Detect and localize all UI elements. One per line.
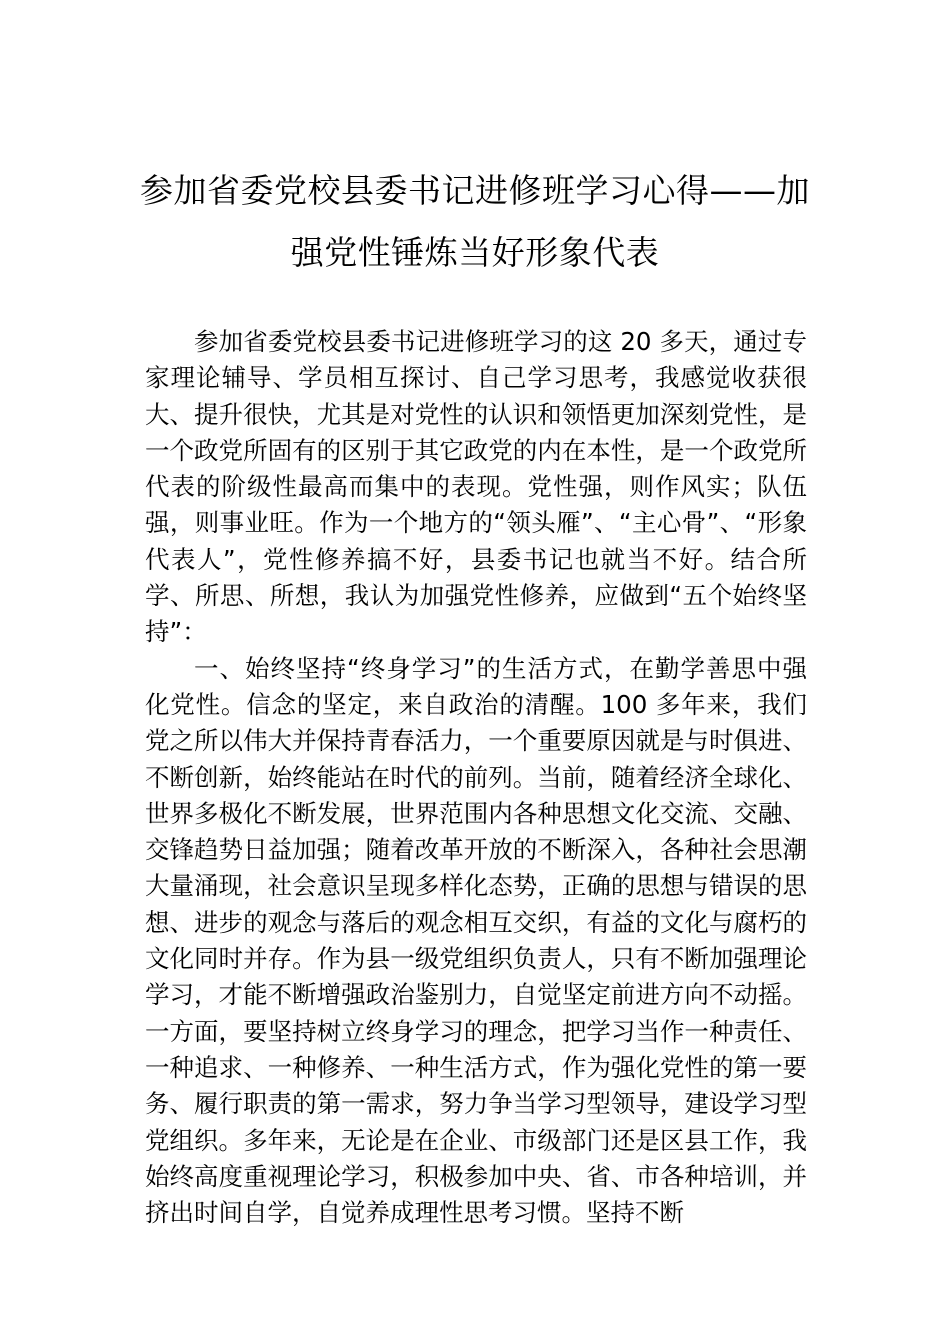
paragraph-section-1: 一、始终坚持“终身学习”的生活方式，在勤学善思中强化党性。信念的坚定，来自政治的清醒。100 多年来，我们党之所以伟大并保持青春活力，一个重要原因就是与时俱进、不断创新，始终能站在时代的前列。当前，随着经济全球化、世界多极化不断发展，世界范围内各种思想文化交流、交融、交锋趋势日益加强；随着改革开放的不断深入，各种社会思潮大量涌现，社会意识呈现多样化态势，正确的思想与错误的思想、进步的观念与落后的观念相互交织，有益的文化与腐朽的文化同时并存。作为县一级党组织负责人，只有不断加强理论学习，才能不断增强政治鉴别力，自觉坚定前进方向不动摇。一方面，要坚持树立终身学习的理念，把学习当作一种责任、一种追求、一种修养、一种生活方式，作为强化党性的第一要务、履行职责的第一需求，努力争当学习型领导，建设学习型党组织。多年来，无论是在企业、市级部门还是区县工作，我始终高度重视理论学习，积极参加中央、省、市各种培训，并挤出时间自学，自觉养成理性思考习惯。坚持不断	[145, 653, 807, 1228]
document-body	[145, 324, 807, 1231]
document-title: 参加省委党校县委书记进修班学习心得——加强党性锤炼当好形象代表	[140, 171, 810, 272]
paragraph-intro: 参加省委党校县委书记进修班学习的这 20 多天，通过专家理论辅导、学员相互探讨、自己学习思考，我感觉收获很大、提升很快，尤其是对党性的认识和领悟更加深刻党性，是一个政党所固有的区别于其它政党的内在本性，是一个政党所代表的阶级性最高而集中的表现。党性强，则作风实；队伍强，则事业旺。作为一个地方的“领头雁”、“主心骨”、“形象代表人”，党性修养搞不好，县委书记也就当不好。结合所学、所思、所想，我认为加强党性修养，应做到“五个始终坚持”：	[145, 327, 807, 647]
